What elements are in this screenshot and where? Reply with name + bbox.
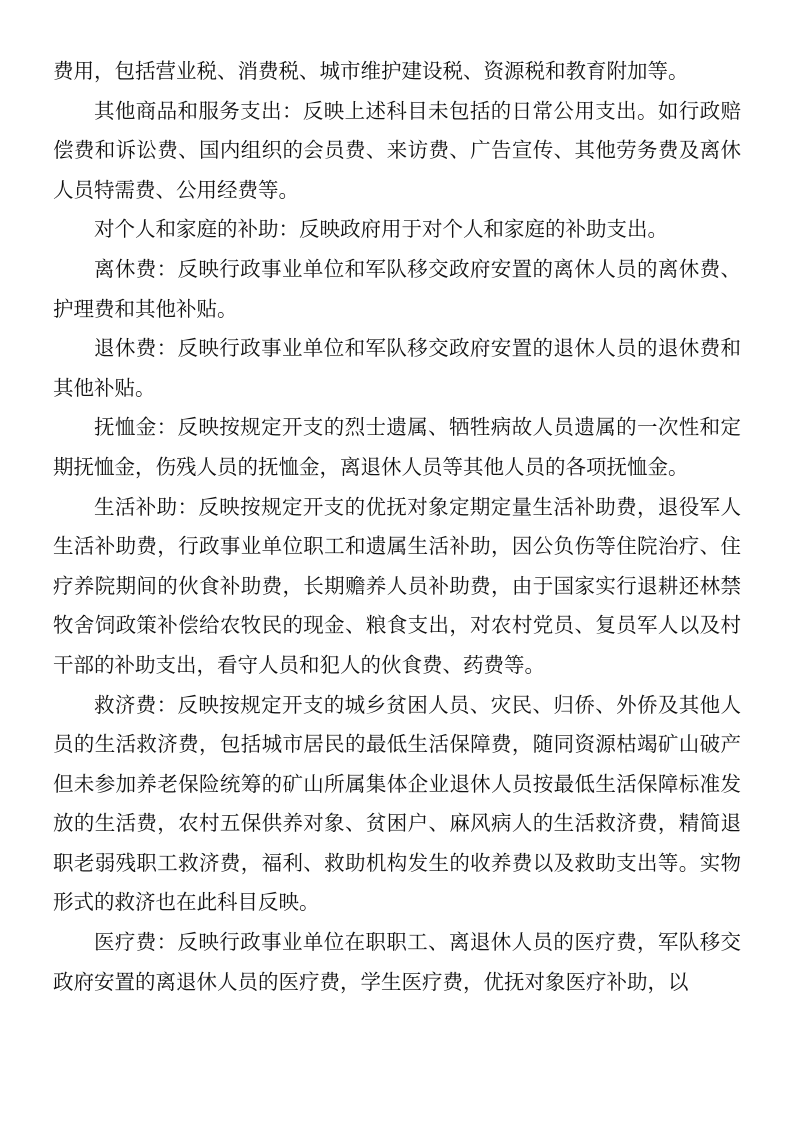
paragraph-tax-continuation: 费用，包括营业税、消费税、城市维护建设税、资源税和教育附加等。 bbox=[53, 59, 689, 83]
paragraph-pension: 退休费：反映行政事业单位和军队移交政府安置的退休人员的退休费和其他补贴。 bbox=[53, 336, 741, 400]
paragraph-other-goods-services: 其他商品和服务支出：反映上述科目未包括的日常公用支出。如行政赔偿费和诉讼费、国内组织的会员费、来访费、广告宣传、其他劳务费及离休人员特需费、公用经费等。 bbox=[53, 98, 741, 202]
paragraph-relief-fee: 救济费：反映按规定开支的城乡贫困人员、灾民、归侨、外侨及其他人员的生活救济费，包括城市居民的最低生活保障费，随同资源枯竭矿山破产但未参加养老保险统筹的矿山所属集体企业退休人员按最低生活保障标准发放的生活费，农村五保供养对象、贫困户、麻风病人的生活救济费，精简退职老弱残职工救济费，福利、救助机构发生的收养费以及救助支出等。实物形式的救济也在此科目反映。 bbox=[53, 692, 741, 915]
paragraph-medical-fee: 医疗费：反映行政事业单位在职职工、离退休人员的医疗费，军队移交政府安置的离退休人员的医疗费，学生医疗费，优抚对象医疗补助，以 bbox=[53, 930, 741, 994]
paragraph-retirement-fee: 离休费：反映行政事业单位和军队移交政府安置的离休人员的离休费、护理费和其他补贴。 bbox=[53, 256, 741, 321]
paragraph-compensation: 抚恤金：反映按规定开支的烈士遗属、牺牲病故人员遗属的一次性和定期抚恤金，伤残人员的抚恤金，离退休人员等其他人员的各项抚恤金。 bbox=[53, 415, 741, 479]
document-body bbox=[53, 52, 741, 1002]
paragraph-living-subsidy: 生活补助：反映按规定开支的优抚对象定期定量生活补助费，退役军人生活补助费，行政事业单位职工和遗属生活补助，因公负伤等住院治疗、住疗养院期间的伙食补助费，长期赡养人员补助费，由于国家实行退耕还林禁牧舍饲政策补偿给农牧民的现金、粮食支出，对农村党员、复员军人以及村干部的补助支出，看守人员和犯人的伙食费、药费等。 bbox=[53, 494, 741, 677]
paragraph-individual-family-subsidy: 对个人和家庭的补助：反映政府用于对个人和家庭的补助支出。 bbox=[94, 217, 668, 242]
